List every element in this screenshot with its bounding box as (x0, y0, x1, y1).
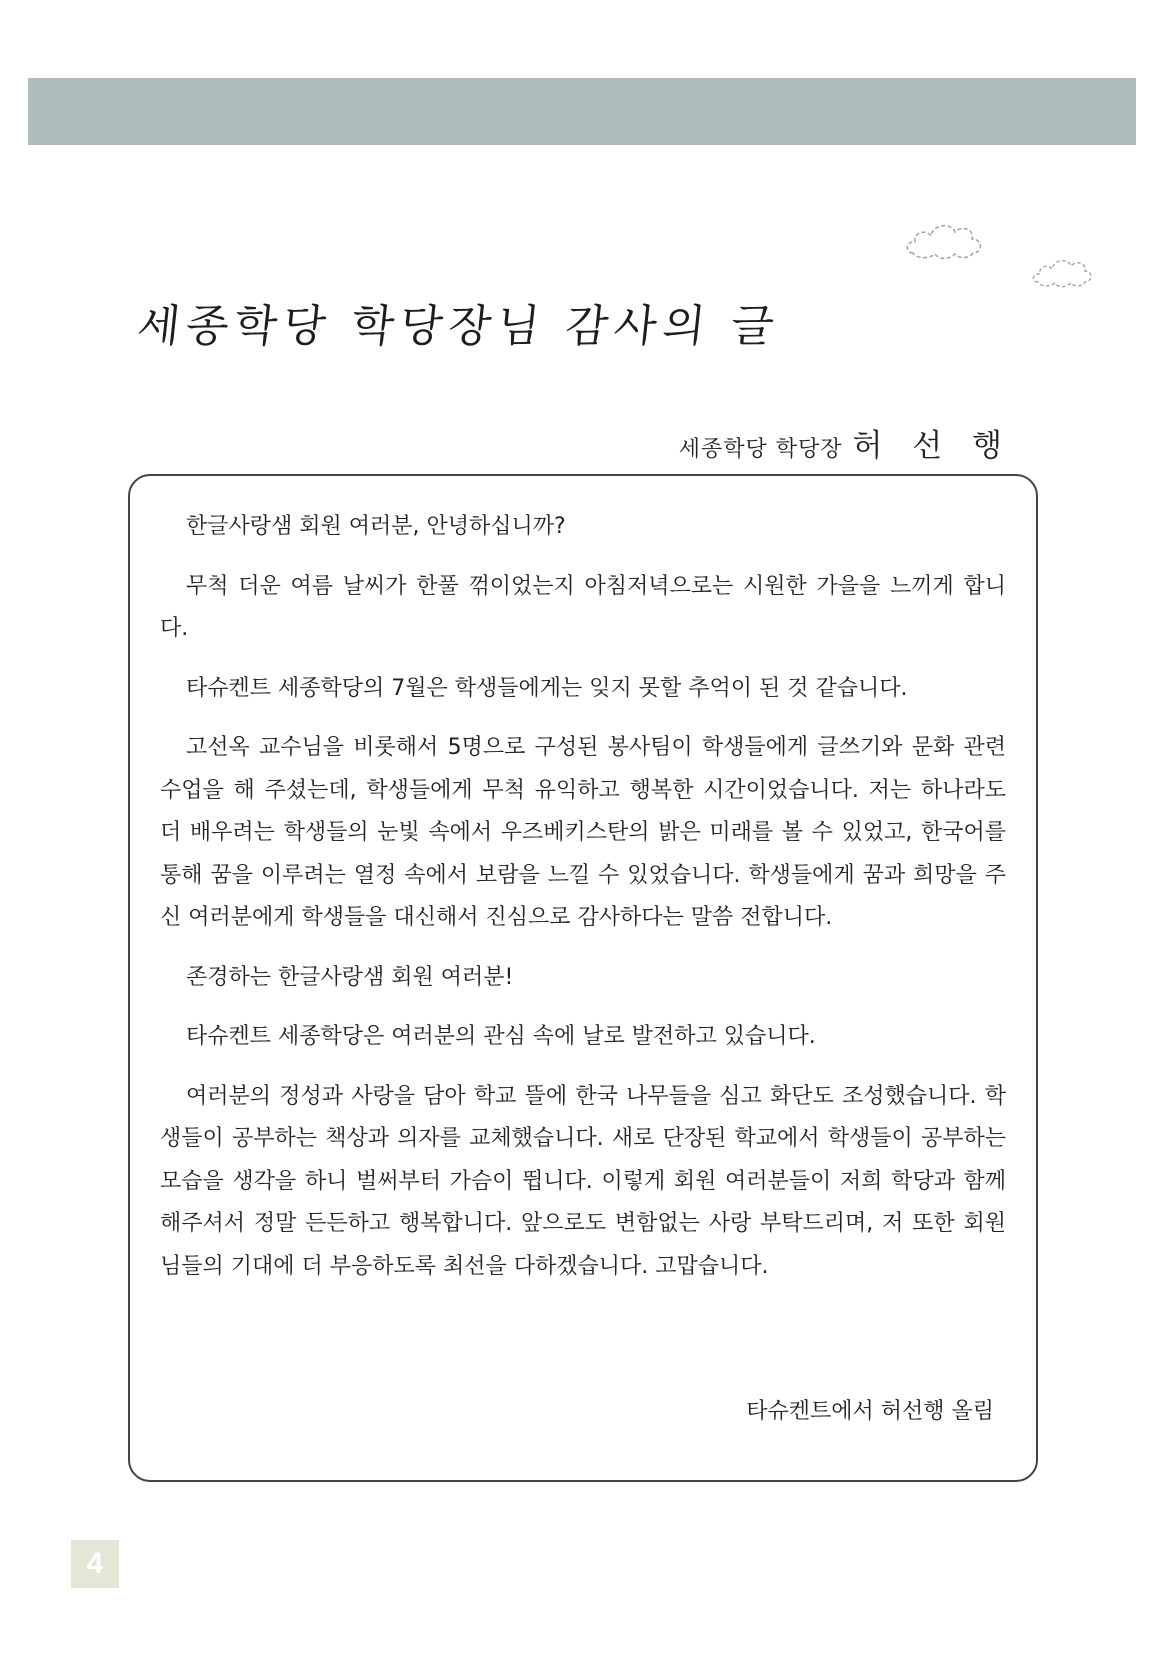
letter-paragraph: 타슈켄트 세종학당의 7월은 학생들에게는 잊지 못할 추억이 된 것 같습니다. (186, 675, 908, 701)
letter-body (160, 506, 1006, 1305)
letter-paragraph: 존경하는 한글사랑샘 회원 여러분! (186, 964, 514, 990)
byline-name: 허 선 행 (852, 428, 1012, 464)
letter-paragraph: 한글사랑샘 회원 여러분, 안녕하십니까? (186, 514, 566, 539)
letter-paragraph: 여러분의 정성과 사랑을 담아 학교 뜰에 한국 나무들을 심고 화단도 조성했습니다. 학생들이 공부하는 책상과 의자를 교체했습니다. 새로 단장된 학교에서 학생들이 공부하는 모습을 생각을 하니 벌써부터 가슴이 뜁니다. 이렇게 회원 여러분들이 저희 학당과 함께 해주셔서 정말 든든하고 행복합니다. 앞으로도 변함없는 사랑 부탁드리며, 저 또한 회원님들의 기대에 더 부응하도록 최선을 다하겠습니다. 고맙습니다. (160, 1083, 1006, 1279)
letter-paragraph: 무척 더운 여름 날씨가 한풀 꺾이었는지 아침저녁으로는 시원한 가을을 느끼게 합니다. (160, 573, 1006, 641)
byline-org: 세종학당 학당장 (678, 437, 843, 462)
byline (679, 420, 1012, 465)
page-number: 4 (71, 1540, 119, 1588)
header-band (28, 78, 1136, 145)
cloud-icon (903, 215, 985, 265)
letter-box (128, 474, 1038, 1482)
cloud-icon (1030, 252, 1094, 292)
sign-off: 타슈켄트에서 허선행 올림 (746, 1399, 994, 1424)
letter-paragraph: 고선옥 교수님을 비롯해서 5명으로 구성된 봉사팀이 학생들에게 글쓰기와 문화 관련 수업을 해 주셨는데, 학생들에게 무척 유익하고 행복한 시간이었습니다. 저는 하나라도 더 배우려는 학생들의 눈빛 속에서 우즈베키스탄의 밝은 미래를 볼 수 있었고, 한국어를 통해 꿈을 이루려는 열정 속에서 보람을 느낄 수 있었습니다. 학생들에게 꿈과 희망을 주신 여러분에게 학생들을 대신해서 진심으로 감사하다는 말씀 전합니다. (160, 735, 1006, 930)
page-title: 세종학당 학당장님 감사의 글 (134, 301, 783, 352)
letter-paragraph: 타슈켄트 세종학당은 여러분의 관심 속에 날로 발전하고 있습니다. (186, 1024, 816, 1049)
